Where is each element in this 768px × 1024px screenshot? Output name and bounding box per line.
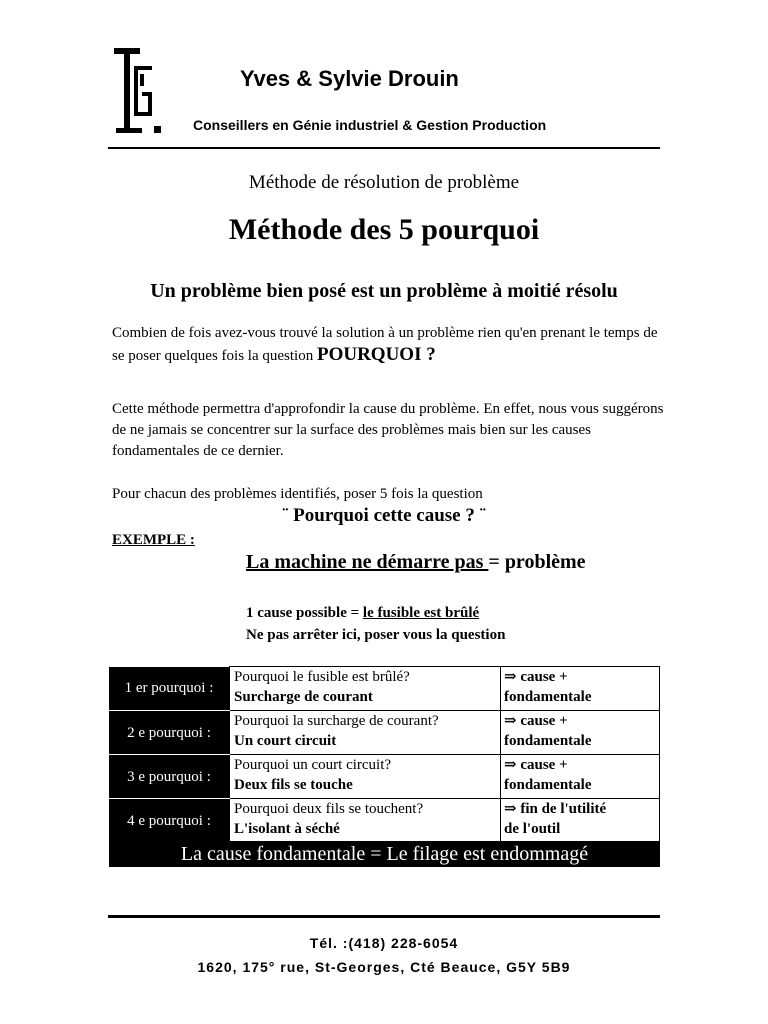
document-headline: Un problème bien posé est un problème à moitié résolu bbox=[150, 280, 618, 302]
why-label: 1 er pourquoi : bbox=[109, 667, 230, 711]
result-cell bbox=[501, 711, 660, 755]
problem-text: La machine ne démarre pas bbox=[246, 551, 489, 573]
why-answer: Surcharge de courant bbox=[234, 689, 373, 705]
why-cell bbox=[230, 755, 501, 799]
problem-label: problème bbox=[504, 551, 586, 573]
intro-paragraph bbox=[112, 323, 672, 367]
document-subtitle: Méthode de résolution de problème bbox=[248, 172, 520, 193]
why-answer: Deux fils se touche bbox=[234, 777, 353, 793]
result-line: ⇒ cause + bbox=[504, 757, 568, 773]
problem-equals: = bbox=[488, 551, 505, 573]
conclusion-banner: La cause fondamentale = Le filage est endommagé bbox=[109, 841, 660, 867]
problem-statement bbox=[246, 551, 586, 574]
why-question: Pourquoi la surcharge de courant? bbox=[234, 713, 439, 729]
result-line: de l'outil bbox=[504, 821, 561, 837]
advice-text: Ne pas arrêter ici, poser vous la question bbox=[246, 627, 506, 643]
possible-cause bbox=[246, 605, 479, 622]
result-line: ⇒ cause + bbox=[504, 669, 568, 685]
why-question: Pourquoi deux fils se touchent? bbox=[234, 801, 424, 817]
table-row bbox=[109, 711, 660, 755]
key-question: ¨ Pourquoi cette cause ? ¨ bbox=[282, 505, 486, 526]
table-row bbox=[109, 667, 660, 711]
instruction-paragraph: Pour chacun des problèmes identifiés, poser 5 fois la question bbox=[112, 486, 483, 502]
why-label: 4 e pourquoi : bbox=[109, 799, 230, 843]
why-table bbox=[109, 666, 660, 843]
result-line: fondamentale bbox=[504, 689, 592, 705]
cause-equals: = bbox=[350, 605, 363, 621]
why-cell bbox=[230, 799, 501, 843]
result-cell bbox=[501, 667, 660, 711]
example-label: EXEMPLE : bbox=[112, 532, 195, 548]
result-line: ⇒ fin de l'utilité bbox=[504, 801, 607, 817]
cause-label: 1 cause possible bbox=[246, 605, 351, 621]
header-divider bbox=[108, 147, 660, 149]
company-name: Yves & Sylvie Drouin bbox=[240, 66, 459, 91]
company-logo bbox=[112, 44, 166, 138]
result-line: fondamentale bbox=[504, 733, 592, 749]
footer-address: 1620, 175° rue, St-Georges, Cté Beauce, G5Y 5B9 bbox=[197, 959, 571, 975]
why-question: Pourquoi un court circuit? bbox=[234, 757, 392, 773]
footer-divider bbox=[108, 915, 660, 918]
why-cell bbox=[230, 711, 501, 755]
table-row bbox=[109, 755, 660, 799]
intro-text: Combien de fois avez-vous trouvé la solution à un problème rien qu'en prenant le temps de se poser quelques fois la question bbox=[112, 325, 658, 364]
why-label: 2 e pourquoi : bbox=[109, 711, 230, 755]
method-paragraph: Cette méthode permettra d'approfondir la cause du problème. En effet, nous vous suggérons de ne jamais se concentrer sur la surface des problèmes mais bien sur les causes fondamentales de ce dernier. bbox=[112, 401, 664, 459]
why-cell bbox=[230, 667, 501, 711]
footer-phone: Tél. :(418) 228-6054 bbox=[309, 935, 459, 951]
why-answer: Un court circuit bbox=[234, 733, 337, 749]
result-line: fondamentale bbox=[504, 777, 592, 793]
cause-value: le fusible est brûlé bbox=[362, 605, 480, 621]
company-tagline: Conseillers en Génie industriel & Gestion Production bbox=[193, 117, 547, 133]
result-line: ⇒ cause + bbox=[504, 713, 568, 729]
table-row bbox=[109, 799, 660, 843]
result-cell bbox=[501, 799, 660, 843]
why-question: Pourquoi le fusible est brûlé? bbox=[234, 669, 410, 685]
document-title: Méthode des 5 pourquoi bbox=[228, 213, 540, 246]
result-cell bbox=[501, 755, 660, 799]
why-answer: L'isolant à séché bbox=[234, 821, 340, 837]
why-label: 3 e pourquoi : bbox=[109, 755, 230, 799]
intro-emphasis: POURQUOI ? bbox=[316, 344, 436, 365]
